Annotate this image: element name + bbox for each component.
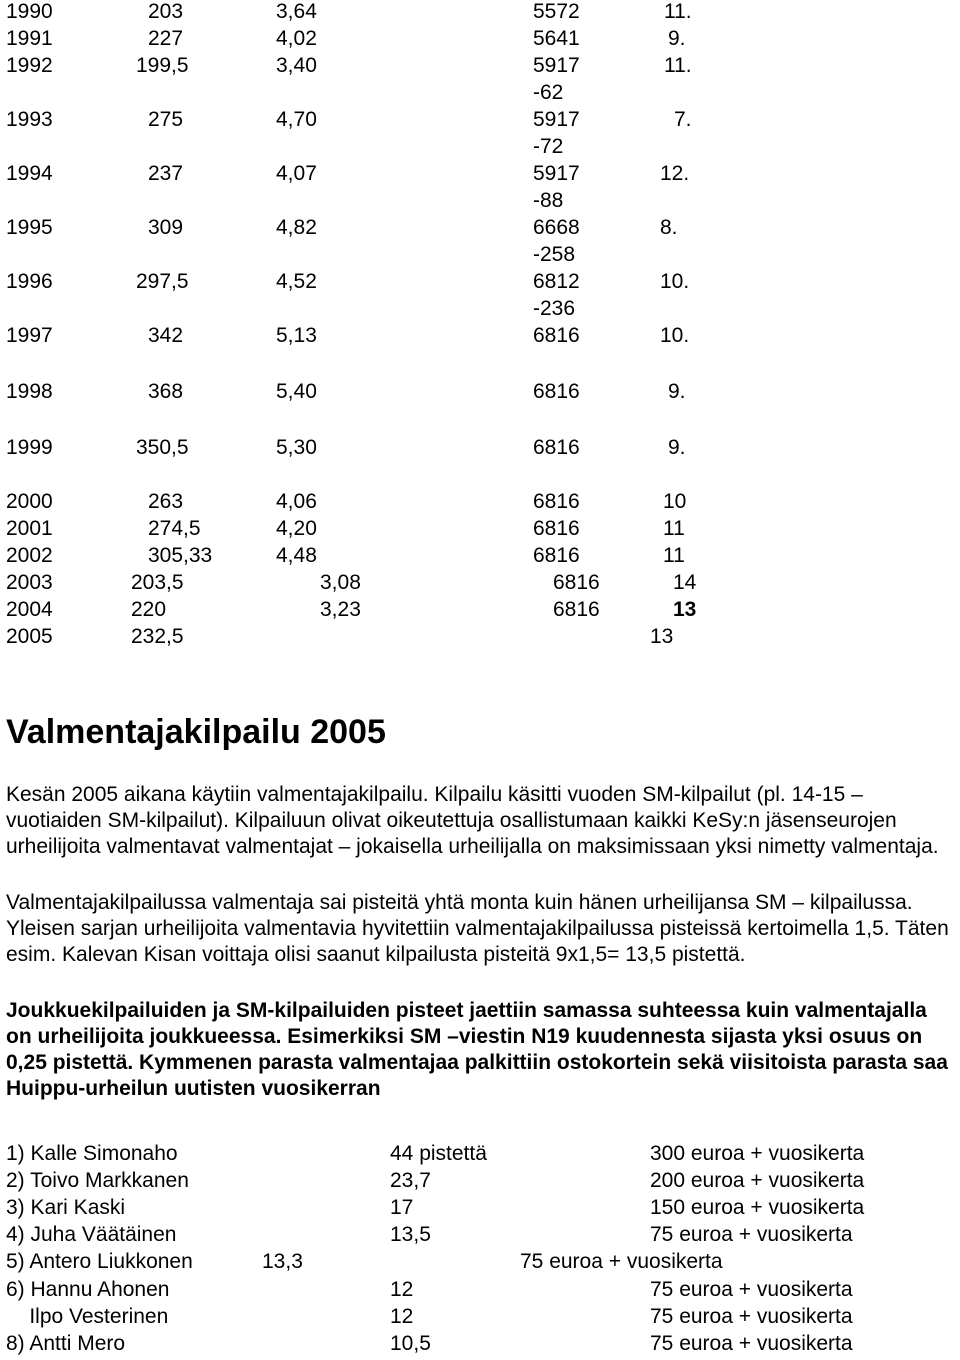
history-year: 1998 [6,380,53,403]
section-heading: Valmentajakilpailu 2005 [6,713,386,751]
history-col-d-cont: -88 [533,189,564,212]
history-col-d: 11 [663,544,685,567]
history-col-c: 5917 [533,108,580,131]
history-year: 1999 [6,436,53,459]
history-col-a: 263 [148,490,184,513]
history-col-c: 6812 [533,270,580,293]
history-year: 1994 [6,162,53,185]
result-prize: 75 euroa + vuosikerta [650,1278,853,1301]
result-prize: 150 euroa + vuosikerta [650,1196,865,1219]
history-col-a: 220 [131,598,167,621]
history-col-c: 6668 [533,216,580,239]
history-col-d-cont: -258 [533,243,576,266]
history-col-b: 5,13 [276,324,317,347]
result-name: 6) Hannu Ahonen [6,1278,170,1301]
history-col-a: 297,5 [136,270,189,293]
history-col-a: 274,5 [148,517,201,540]
result-prize: 75 euroa + vuosikerta [650,1332,853,1355]
result-name: 8) Antti Mero [6,1332,126,1355]
history-col-c: 5572 [533,0,580,23]
history-col-d: 9. [668,380,686,403]
history-col-a: 203 [148,0,184,23]
history-col-d: 7. [674,108,692,131]
history-col-a: 237 [148,162,184,185]
history-col-c: 6816 [553,571,600,594]
history-col-d: 11. [664,54,692,77]
history-col-d: 13 [673,598,697,621]
history-col-c: 6816 [533,380,580,403]
history-year: 1996 [6,270,53,293]
result-prize: 75 euroa + vuosikerta [520,1250,723,1273]
history-col-b: 3,40 [276,54,317,77]
history-col-a: 309 [148,216,184,239]
history-col-c: 6816 [533,436,580,459]
history-col-a: 203,5 [131,571,184,594]
history-col-b: 4,48 [276,544,317,567]
history-year: 2001 [6,517,53,540]
result-name: 4) Juha Väätäinen [6,1223,177,1246]
paragraph-scoring: Valmentajakilpailussa valmentaja sai pisteitä yhtä monta kuin hänen urheilijansa SM – kilpailussa. Yleisen sarjan urheilijoita valmentavia hyvitettiin valmentajakilpailussa pisteissä kertoimella 1,5. Täten esim. Kalevan Kisan voittaja olisi saanut kilpailusta pisteitä 9x1,5= 13,5 pistettä. [6,891,949,966]
history-col-a: 232,5 [131,625,184,648]
history-col-a: 368 [148,380,184,403]
paragraph-intro: Kesän 2005 aikana käytiin valmentajakilpailu. Kilpailu käsitti vuoden SM-kilpailut (pl. 14-15 –vuotiaiden SM-kilpailut). Kilpailuun olivat oikeutettuja osallistumaan kaikki KeSy:n jäsenseurojen urheilijoita valmentavat valmentajat – jokaisella urheilijalla on maksimissaan yksi nimetty valmentaja. [6,783,939,858]
history-year: 1991 [6,27,53,50]
history-year: 1993 [6,108,53,131]
history-col-d: 10. [660,270,690,293]
history-col-b: 4,82 [276,216,317,239]
history-year: 2000 [6,490,53,513]
history-col-a: 227 [148,27,184,50]
history-col-c: 6816 [533,517,580,540]
result-points: 17 [390,1196,414,1219]
result-points: 13,3 [262,1250,303,1273]
history-col-a: 275 [148,108,184,131]
result-name: 3) Kari Kaski [6,1196,126,1219]
history-col-c: 5917 [533,162,580,185]
history-col-c: 6816 [533,544,580,567]
history-col-a: 342 [148,324,184,347]
history-col-b: 5,30 [276,436,317,459]
history-col-d-cont: -62 [533,81,564,104]
history-col-d: 14 [673,571,697,594]
history-col-b: 3,23 [320,598,361,621]
history-col-d-cont: -236 [533,297,576,320]
result-prize: 75 euroa + vuosikerta [650,1305,853,1328]
result-points: 12 [390,1305,414,1328]
history-year: 1997 [6,324,53,347]
result-name: 2) Toivo Markkanen [6,1169,189,1192]
history-col-d: 13 [650,625,674,648]
history-col-b: 3,64 [276,0,317,23]
history-col-d: 10. [660,324,690,347]
history-col-c: 6816 [553,598,600,621]
history-col-b: 5,40 [276,380,317,403]
paragraph-team-scoring: Joukkuekilpailuiden ja SM-kilpailuiden pisteet jaettiin samassa suhteessa kuin valmentajalla on urheilijoita joukkueessa. Esimerkiksi SM –viestin N19 kuudennesta sijasta yksi osuus on 0,25 pistettä. Kymmenen parasta valmentajaa palkittiin ostokortein sekä viisitoista parasta saa Huippu-urheilun uutisten vuosikerran [6,999,948,1100]
history-year: 2005 [6,625,53,648]
history-col-c: 6816 [533,324,580,347]
result-name: 5) Antero Liukkonen [6,1250,193,1273]
history-col-b: 3,08 [320,571,361,594]
result-points: 44 pistettä [390,1142,487,1165]
history-col-a: 199,5 [136,54,189,77]
result-points: 10,5 [390,1332,431,1355]
history-col-b: 4,02 [276,27,317,50]
result-prize: 200 euroa + vuosikerta [650,1169,865,1192]
history-col-d: 11 [663,517,685,540]
history-col-d: 8. [660,216,678,239]
history-col-b: 4,70 [276,108,317,131]
history-col-b: 4,06 [276,490,317,513]
result-points: 12 [390,1278,414,1301]
history-col-a: 305,33 [148,544,213,567]
history-col-c: 6816 [533,490,580,513]
history-year: 1995 [6,216,53,239]
history-col-b: 4,52 [276,270,317,293]
result-name: Ilpo Vesterinen [6,1305,169,1328]
history-year: 2004 [6,598,53,621]
history-col-d: 10 [663,490,687,513]
result-prize: 300 euroa + vuosikerta [650,1142,865,1165]
result-points: 23,7 [390,1169,431,1192]
result-points: 13,5 [390,1223,431,1246]
history-col-c: 5917 [533,54,580,77]
history-year: 2003 [6,571,53,594]
result-prize: 75 euroa + vuosikerta [650,1223,853,1246]
history-year: 2002 [6,544,53,567]
history-col-d: 9. [668,27,686,50]
history-col-d: 9. [668,436,686,459]
history-year: 1992 [6,54,53,77]
result-name: 1) Kalle Simonaho [6,1142,178,1165]
history-col-d: 12. [660,162,690,185]
history-col-b: 4,20 [276,517,317,540]
history-col-c: 5641 [533,27,580,50]
history-col-d-cont: -72 [533,135,564,158]
history-col-a: 350,5 [136,436,189,459]
history-col-d: 11. [664,0,692,23]
history-year: 1990 [6,0,53,23]
history-col-b: 4,07 [276,162,317,185]
